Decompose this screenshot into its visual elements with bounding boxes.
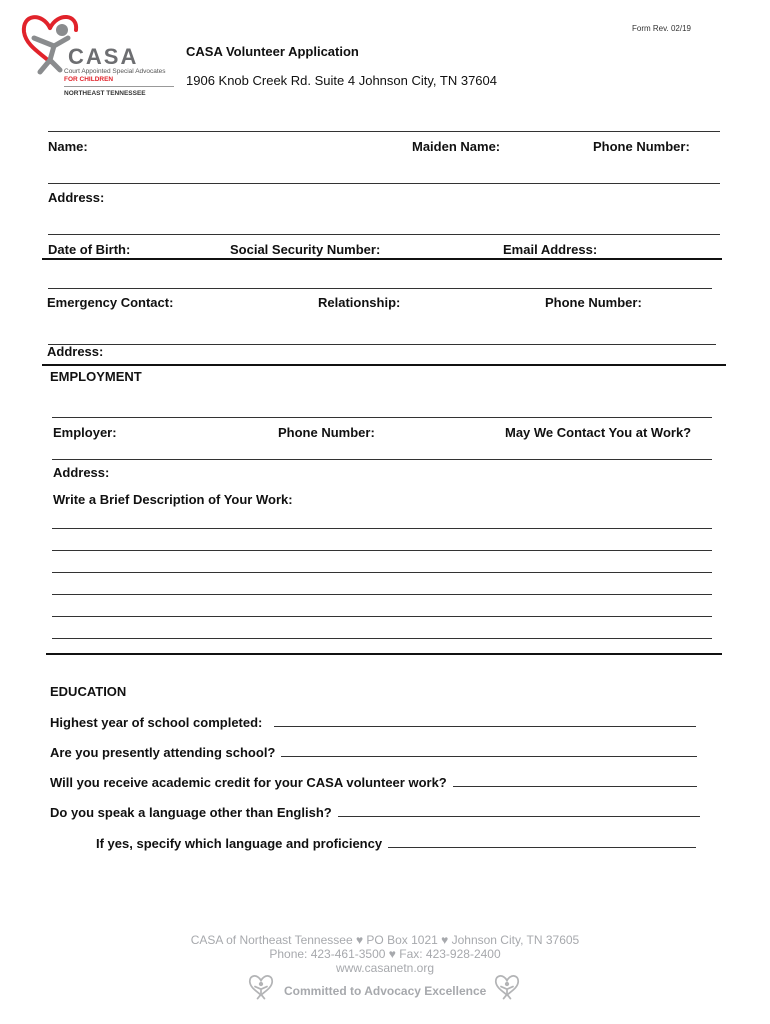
highest-year-label: Highest year of school completed:: [50, 715, 263, 730]
org-address: 1906 Knob Creek Rd. Suite 4 Johnson City, TN 37604: [186, 73, 497, 88]
contact-at-work-label: May We Contact You at Work?: [505, 425, 692, 440]
description-line[interactable]: [52, 550, 712, 551]
academic-credit-row: [50, 774, 697, 790]
academic-credit-field[interactable]: [453, 774, 697, 787]
language-proficiency-field[interactable]: [388, 835, 696, 848]
description-line[interactable]: [52, 594, 712, 595]
other-language-label: Do you speak a language other than English?: [50, 805, 332, 820]
attending-school-field[interactable]: [281, 744, 697, 757]
work-description-label: Write a Brief Description of Your Work:: [53, 492, 293, 507]
footer-heart-figure-icon: [246, 972, 276, 1002]
logo-line3: NORTHEAST TENNESSEE: [64, 90, 146, 97]
description-line[interactable]: [52, 638, 712, 639]
emergency-address-line[interactable]: [48, 344, 716, 345]
email-label: Email Address:: [503, 242, 598, 257]
employment-heading: EMPLOYMENT: [50, 369, 142, 384]
employer-label: Employer:: [53, 425, 117, 440]
footer-address: CASA of Northeast Tennessee ♥ PO Box 1021 ♥ Johnson City, TN 37605: [190, 933, 580, 947]
relationship-label: Relationship:: [318, 295, 401, 310]
form-revision: Form Rev. 02/19: [632, 24, 691, 33]
attending-school-row: [50, 744, 697, 760]
other-language-field[interactable]: [338, 804, 700, 817]
form-title: CASA Volunteer Application: [186, 44, 359, 59]
logo-divider: [64, 86, 174, 87]
highest-year-row: [50, 714, 696, 730]
dob-label: Date of Birth:: [48, 242, 131, 257]
employer-line[interactable]: [52, 417, 712, 418]
footer-tagline: Committed to Advocacy Excellence: [284, 984, 487, 998]
phone-label: Phone Number:: [593, 139, 690, 154]
employer-address-line[interactable]: [52, 459, 712, 460]
description-line[interactable]: [52, 528, 712, 529]
employer-phone-label: Phone Number:: [278, 425, 375, 440]
highest-year-field[interactable]: [274, 714, 696, 727]
other-language-row: [50, 804, 700, 820]
address-label: Address:: [48, 190, 105, 205]
emergency-contact-label: Emergency Contact:: [47, 295, 174, 310]
ssn-label: Social Security Number:: [230, 242, 381, 257]
section-divider: [42, 258, 722, 260]
logo-casa: CASA: [68, 44, 139, 69]
address-line[interactable]: [48, 183, 720, 184]
logo-line2: FOR CHILDREN: [64, 76, 114, 83]
language-proficiency-row: [96, 835, 696, 851]
education-heading: EDUCATION: [50, 684, 127, 699]
footer-heart-figure-icon: [492, 972, 522, 1002]
attending-school-label: Are you presently attending school?: [50, 745, 276, 760]
dob-line[interactable]: [48, 234, 720, 235]
name-label: Name:: [48, 139, 88, 154]
logo-line1: Court Appointed Special Advocates: [64, 68, 166, 75]
employer-address-label: Address:: [53, 465, 110, 480]
footer-website: www.casanetn.org: [335, 961, 435, 975]
emergency-line[interactable]: [48, 288, 712, 289]
emergency-address-label: Address:: [47, 344, 104, 359]
education-divider: [46, 653, 722, 655]
name-line[interactable]: [48, 131, 720, 132]
footer-phone: Phone: 423-461-3500 ♥ Fax: 423-928-2400: [269, 947, 501, 961]
academic-credit-label: Will you receive academic credit for your CASA volunteer work?: [50, 775, 447, 790]
description-line[interactable]: [52, 616, 712, 617]
description-line[interactable]: [52, 572, 712, 573]
language-proficiency-label: If yes, specify which language and proficiency: [96, 836, 383, 851]
casa-logo: [20, 8, 180, 100]
employment-divider: [42, 364, 726, 366]
emergency-phone-label: Phone Number:: [545, 295, 642, 310]
maiden-name-label: Maiden Name:: [412, 139, 501, 154]
